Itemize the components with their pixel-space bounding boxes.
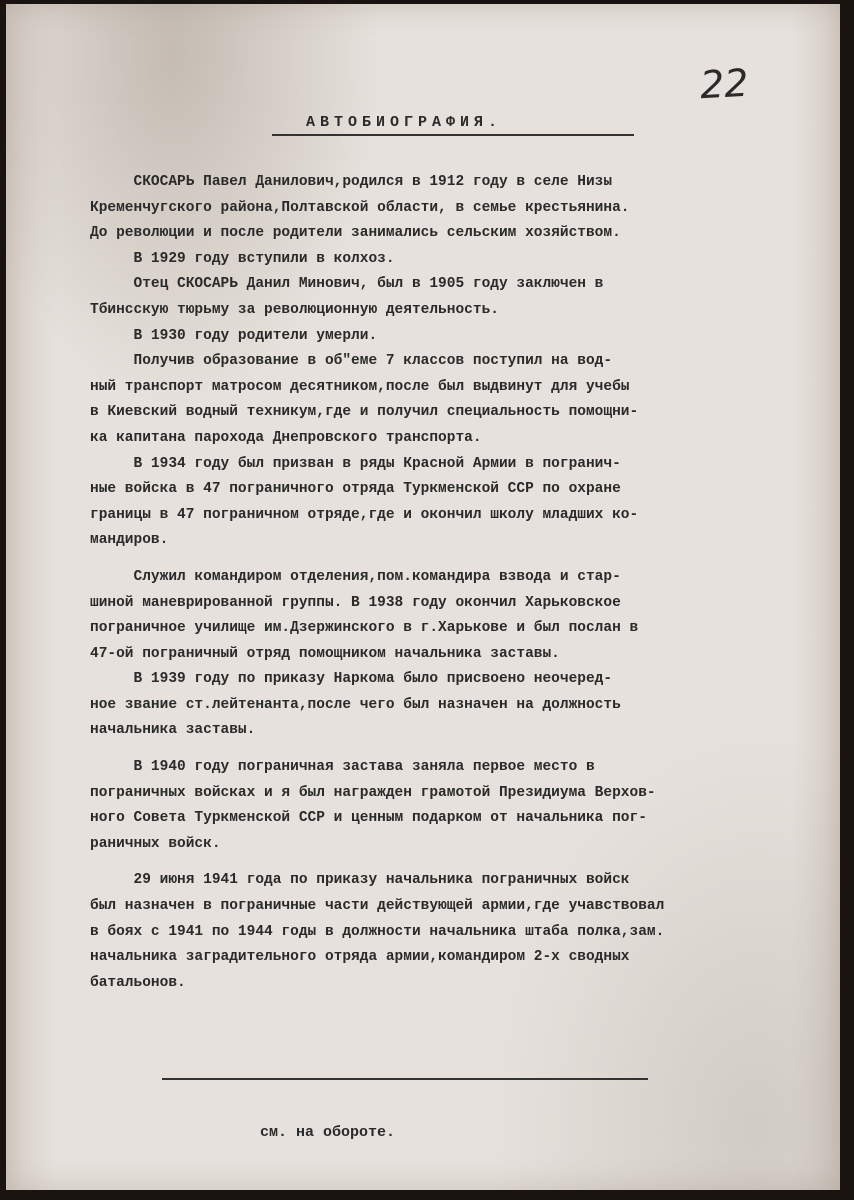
text-line: В 1929 году вступили в колхоз. (90, 250, 395, 267)
text-line: был назначен в пограничные части действующей армии,где учавствовал (90, 898, 665, 915)
document-page (6, 4, 840, 1190)
footer-divider (162, 1078, 648, 1080)
text-line: Тбинсскую тюрьму за революционную деятельность. (90, 301, 499, 318)
paragraph-gap (90, 554, 820, 565)
title-underline (272, 134, 634, 136)
document-body (90, 170, 820, 996)
text-line: ные войска в 47 пограничного отряда Туркменской ССР по охране (90, 481, 621, 498)
text-line: 47-ой пограничный отряд помощником начальника заставы. (90, 645, 560, 662)
text-line: шиной маневрированной группы. В 1938 году окончил Харьковское (90, 594, 621, 611)
paragraph-2 (90, 565, 820, 744)
text-line: В 1939 году по приказу Наркома было присвоено неочеред- (90, 671, 613, 688)
text-line: ный транспорт матросом десятником,после был выдвинут для учебы (90, 378, 630, 395)
paragraph-3 (90, 755, 820, 857)
text-line: раничных войск. (90, 835, 221, 852)
text-line: начальника заставы. (90, 722, 256, 739)
text-line: в боях с 1941 по 1944 годы в должности начальника штаба полка,зам. (90, 923, 665, 940)
text-line: в Киевский водный техникум,где и получил специальность помощни- (90, 404, 639, 421)
text-line: пограничных войсках и я был награжден грамотой Президиума Верхов- (90, 784, 656, 801)
text-line: начальника заградительного отряда армии,командиром 2-х сводных (90, 949, 630, 966)
text-line: границы в 47 пограничном отряде,где и окончил школу младших ко- (90, 506, 639, 523)
text-line: Отец СКОСАРЬ Данил Минович, был в 1905 году заключен в (90, 276, 604, 293)
document-title: АВТОБИОГРАФИЯ. (306, 114, 503, 131)
text-line: Кременчугского района,Полтавской области, в семье крестьянина. (90, 199, 630, 216)
footer-note: см. на обороте. (260, 1124, 396, 1141)
text-line: В 1930 году родители умерли. (90, 327, 378, 344)
text-line: До революции и после родители занимались сельским хозяйством. (90, 225, 621, 242)
text-line: пограничное училище им.Дзержинского в г.Харькове и был послан в (90, 620, 639, 637)
text-line: Получив образование в об"еме 7 классов поступил на вод- (90, 353, 613, 370)
text-line: Служил командиром отделения,пом.командира взвода и стар- (90, 568, 621, 585)
text-line: ное звание ст.лейтенанта,после чего был назначен на должность (90, 696, 621, 713)
handwritten-page-number: 22 (698, 60, 750, 108)
paragraph-1 (90, 170, 820, 554)
text-line: 29 июня 1941 года по приказу начальника пограничных войск (90, 872, 630, 889)
paragraph-4 (90, 868, 820, 996)
text-line: В 1934 году был призван в ряды Красной Армии в погранич- (90, 455, 621, 472)
paragraph-gap (90, 857, 820, 868)
text-line: батальонов. (90, 974, 186, 991)
paragraph-gap (90, 744, 820, 755)
text-line: ного Совета Туркменской ССР и ценным подарком от начальника пог- (90, 810, 647, 827)
text-line: СКОСАРЬ Павел Данилович,родился в 1912 году в селе Низы (90, 174, 613, 190)
text-line: В 1940 году пограничная застава заняла первое место в (90, 759, 595, 776)
text-line: ка капитана парохода Днепровского транспорта. (90, 429, 482, 446)
text-line: мандиров. (90, 532, 169, 549)
